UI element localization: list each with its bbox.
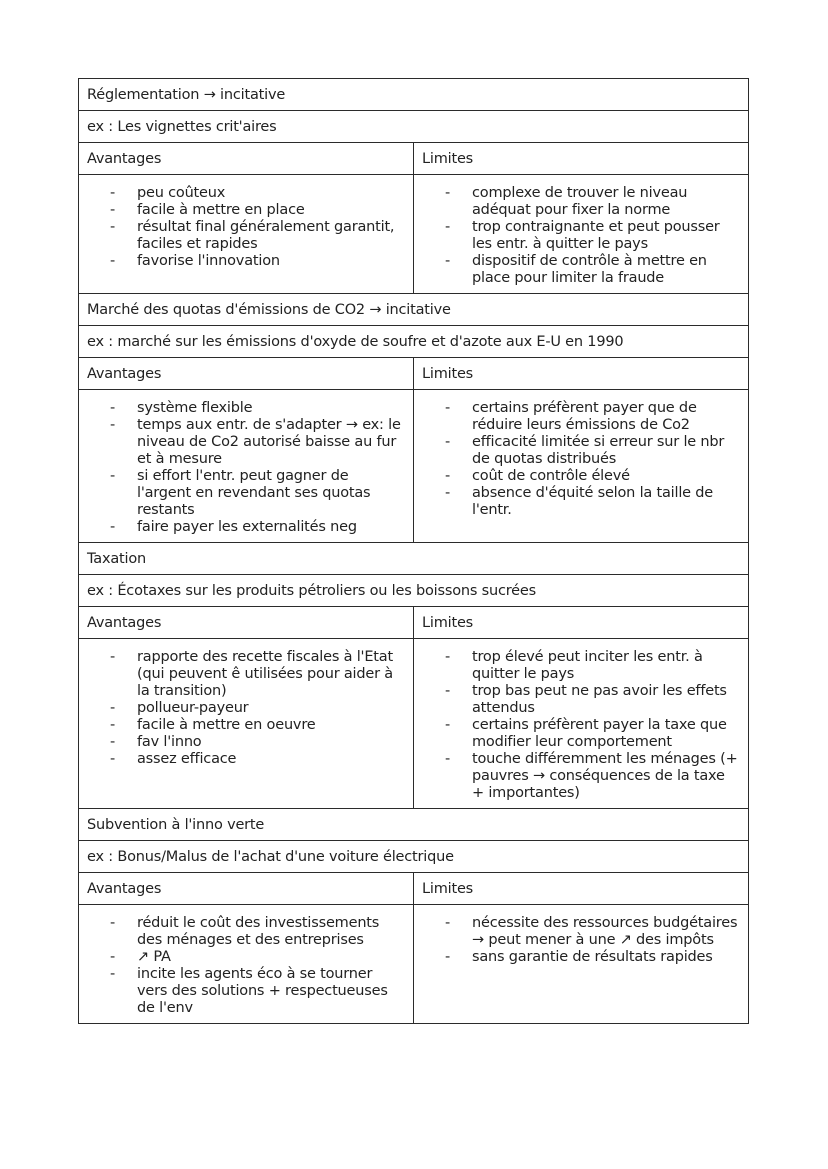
- list-item: - coût de contrôle élevé: [422, 468, 740, 485]
- limits-list: [422, 905, 740, 972]
- limits-list: [422, 175, 740, 293]
- list-item: - trop élevé peut inciter les entr. à quitter le pays: [422, 649, 740, 683]
- limits-list: [422, 639, 740, 808]
- section-title: Taxation: [79, 543, 749, 575]
- list-item: - touche différemment les ménages (+ pauvres → conséquences de la taxe + importantes): [422, 751, 740, 802]
- list-item: - fav l'inno: [87, 734, 405, 751]
- list-item: - trop contraignante et peut pousser les entr. à quitter le pays: [422, 219, 740, 253]
- list-item: - temps aux entr. de s'adapter → ex: le niveau de Co2 autorisé baisse au fur et à mesure: [87, 417, 405, 468]
- section-title: Marché des quotas d'émissions de CO2 → incitative: [79, 294, 749, 326]
- list-item: - certains préfèrent payer la taxe que modifier leur comportement: [422, 717, 740, 751]
- section-example: ex : marché sur les émissions d'oxyde de soufre et d'azote aux E-U en 1990: [79, 326, 749, 358]
- list-item: - réduit le coût des investissements des ménages et des entreprises: [87, 915, 405, 949]
- list-item: - rapporte des recette fiscales à l'Etat (qui peuvent ê utilisées pour aider à la transition): [87, 649, 405, 700]
- list-item: - résultat final généralement garantit, faciles et rapides: [87, 219, 405, 253]
- advantages-list: [87, 905, 405, 1023]
- list-item: - assez efficace: [87, 751, 405, 768]
- list-item: - favorise l'innovation: [87, 253, 405, 270]
- section-title: Subvention à l'inno verte: [79, 809, 749, 841]
- list-item: - efficacité limitée si erreur sur le nbr de quotas distribués: [422, 434, 740, 468]
- advantages-list: [87, 639, 405, 774]
- list-item: - facile à mettre en place: [87, 202, 405, 219]
- advantages-cell: [79, 905, 414, 1024]
- list-item: - peu coûteux: [87, 185, 405, 202]
- limits-header: Limites: [414, 143, 749, 175]
- limits-header: Limites: [414, 607, 749, 639]
- list-item: - facile à mettre en oeuvre: [87, 717, 405, 734]
- limits-cell: [414, 390, 749, 543]
- policy-comparison-table: [78, 78, 749, 1024]
- document-page: [78, 78, 749, 1024]
- advantages-list: [87, 390, 405, 542]
- list-item: - ↗ PA: [87, 949, 405, 966]
- limits-cell: [414, 639, 749, 809]
- advantages-header: Avantages: [79, 143, 414, 175]
- advantages-header: Avantages: [79, 607, 414, 639]
- list-item: - si effort l'entr. peut gagner de l'argent en revendant ses quotas restants: [87, 468, 405, 519]
- section-example: ex : Bonus/Malus de l'achat d'une voiture électrique: [79, 841, 749, 873]
- limits-cell: [414, 175, 749, 294]
- advantages-header: Avantages: [79, 358, 414, 390]
- limits-header: Limites: [414, 873, 749, 905]
- list-item: - système flexible: [87, 400, 405, 417]
- list-item: - dispositif de contrôle à mettre en place pour limiter la fraude: [422, 253, 740, 287]
- list-item: - absence d'équité selon la taille de l'entr.: [422, 485, 740, 519]
- section-example: ex : Écotaxes sur les produits pétroliers ou les boissons sucrées: [79, 575, 749, 607]
- list-item: - complexe de trouver le niveau adéquat pour fixer la norme: [422, 185, 740, 219]
- list-item: - pollueur-payeur: [87, 700, 405, 717]
- list-item: - trop bas peut ne pas avoir les effets attendus: [422, 683, 740, 717]
- advantages-header: Avantages: [79, 873, 414, 905]
- limits-header: Limites: [414, 358, 749, 390]
- section-example: ex : Les vignettes crit'aires: [79, 111, 749, 143]
- advantages-list: [87, 175, 405, 276]
- advantages-cell: [79, 175, 414, 294]
- limits-list: [422, 390, 740, 525]
- list-item: - faire payer les externalités neg: [87, 519, 405, 536]
- advantages-cell: [79, 390, 414, 543]
- limits-cell: [414, 905, 749, 1024]
- list-item: - nécessite des ressources budgétaires → peut mener à une ↗ des impôts: [422, 915, 740, 949]
- list-item: - incite les agents éco à se tourner vers des solutions + respectueuses de l'env: [87, 966, 405, 1017]
- advantages-cell: [79, 639, 414, 809]
- list-item: - certains préfèrent payer que de réduire leurs émissions de Co2: [422, 400, 740, 434]
- list-item: - sans garantie de résultats rapides: [422, 949, 740, 966]
- section-title: Réglementation → incitative: [79, 79, 749, 111]
